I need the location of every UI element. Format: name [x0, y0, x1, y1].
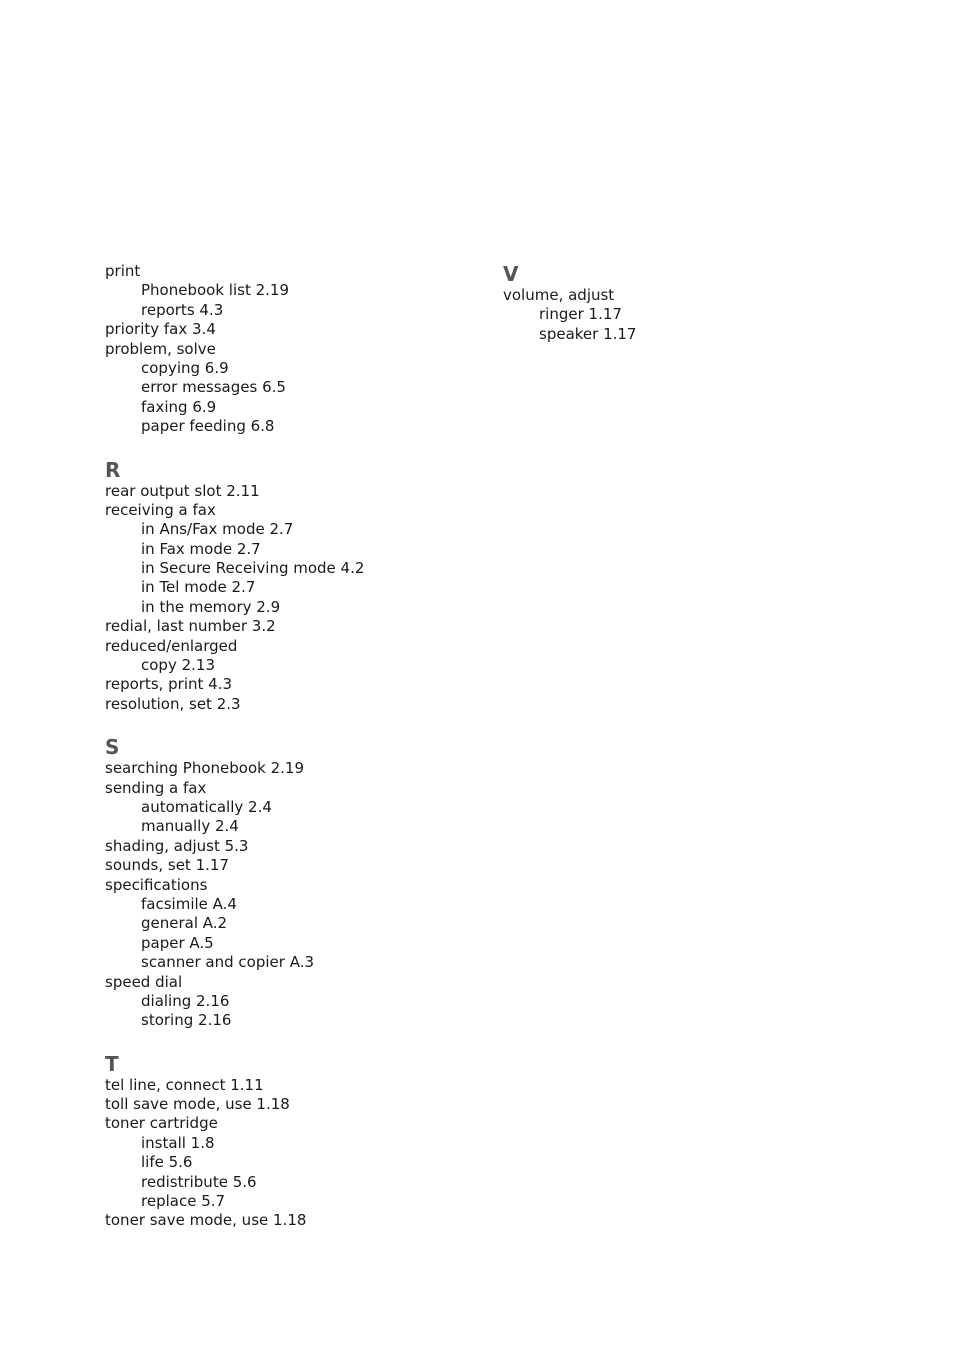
- index-entry: reports, print 4.3: [105, 675, 233, 694]
- index-subentry: error messages 6.5: [141, 378, 286, 397]
- index-entry: toner save mode, use 1.18: [105, 1211, 307, 1230]
- index-subentry: general A.2: [141, 914, 228, 933]
- section-letter-heading: S: [105, 735, 120, 760]
- index-subentry: in Fax mode 2.7: [141, 539, 261, 558]
- index-subentry: life 5.6: [141, 1153, 193, 1172]
- index-subentry: in Tel mode 2.7: [141, 578, 256, 597]
- index-column-right: [503, 262, 883, 344]
- section-letter-heading: T: [105, 1051, 119, 1076]
- index-subentry: dialing 2.16: [141, 991, 230, 1010]
- index-entry: tel line, connect 1.11: [105, 1075, 264, 1094]
- index-entry: priority fax 3.4: [105, 320, 216, 339]
- index-entry: problem, solve: [105, 339, 216, 358]
- index-entry: toner cartridge: [105, 1114, 218, 1133]
- index-subentry: reports 4.3: [141, 300, 224, 319]
- index-entry: print: [105, 262, 141, 280]
- index-column-left: [105, 262, 485, 1231]
- index-subentry: install 1.8: [141, 1133, 215, 1152]
- index-subentry: facsimile A.4: [141, 894, 237, 913]
- index-section: [105, 262, 485, 437]
- index-subentry: manually 2.4: [141, 817, 239, 836]
- index-entry: shading, adjust 5.3: [105, 836, 249, 855]
- index-entry: searching Phonebook 2.19: [105, 759, 304, 778]
- index-subentry: Phonebook list 2.19: [141, 281, 289, 300]
- index-entry: volume, adjust: [503, 286, 615, 304]
- index-subentry: storing 2.16: [141, 1011, 232, 1030]
- index-subentry: copy 2.13: [141, 656, 215, 675]
- index-entry: receiving a fax: [105, 500, 216, 519]
- index-section: [105, 1052, 485, 1231]
- index-subentry: faxing 6.9: [141, 397, 217, 416]
- index-entry: resolution, set 2.3: [105, 694, 241, 713]
- index-subentry: replace 5.7: [141, 1192, 226, 1211]
- index-subentry: paper A.5: [141, 933, 214, 952]
- index-entry: sending a fax: [105, 778, 207, 797]
- index-subentry: in Secure Receiving mode 4.2: [141, 559, 365, 578]
- index-section: [105, 735, 485, 1030]
- index-entry: toll save mode, use 1.18: [105, 1095, 290, 1114]
- index-subentry: speaker 1.17: [539, 324, 637, 343]
- index-subentry: scanner and copier A.3: [141, 953, 315, 972]
- index-entry: reduced/enlarged: [105, 636, 238, 655]
- index-subentry: paper feeding 6.8: [141, 417, 275, 436]
- index-section: [105, 458, 485, 715]
- index-section: [503, 262, 883, 344]
- index-subentry: automatically 2.4: [141, 797, 272, 816]
- index-entry: sounds, set 1.17: [105, 856, 229, 875]
- index-entry: redial, last number 3.2: [105, 617, 276, 636]
- index-subentry: ringer 1.17: [539, 305, 622, 324]
- index-entry: specifications: [105, 875, 208, 894]
- section-letter-heading: V: [503, 262, 519, 286]
- index-subentry: in the memory 2.9: [141, 597, 281, 616]
- index-subentry: copying 6.9: [141, 358, 229, 377]
- section-letter-heading: R: [105, 457, 121, 482]
- index-subentry: redistribute 5.6: [141, 1172, 257, 1191]
- index-entry: speed dial: [105, 972, 183, 991]
- index-subentry: in Ans/Fax mode 2.7: [141, 520, 294, 539]
- index-entry: rear output slot 2.11: [105, 481, 260, 500]
